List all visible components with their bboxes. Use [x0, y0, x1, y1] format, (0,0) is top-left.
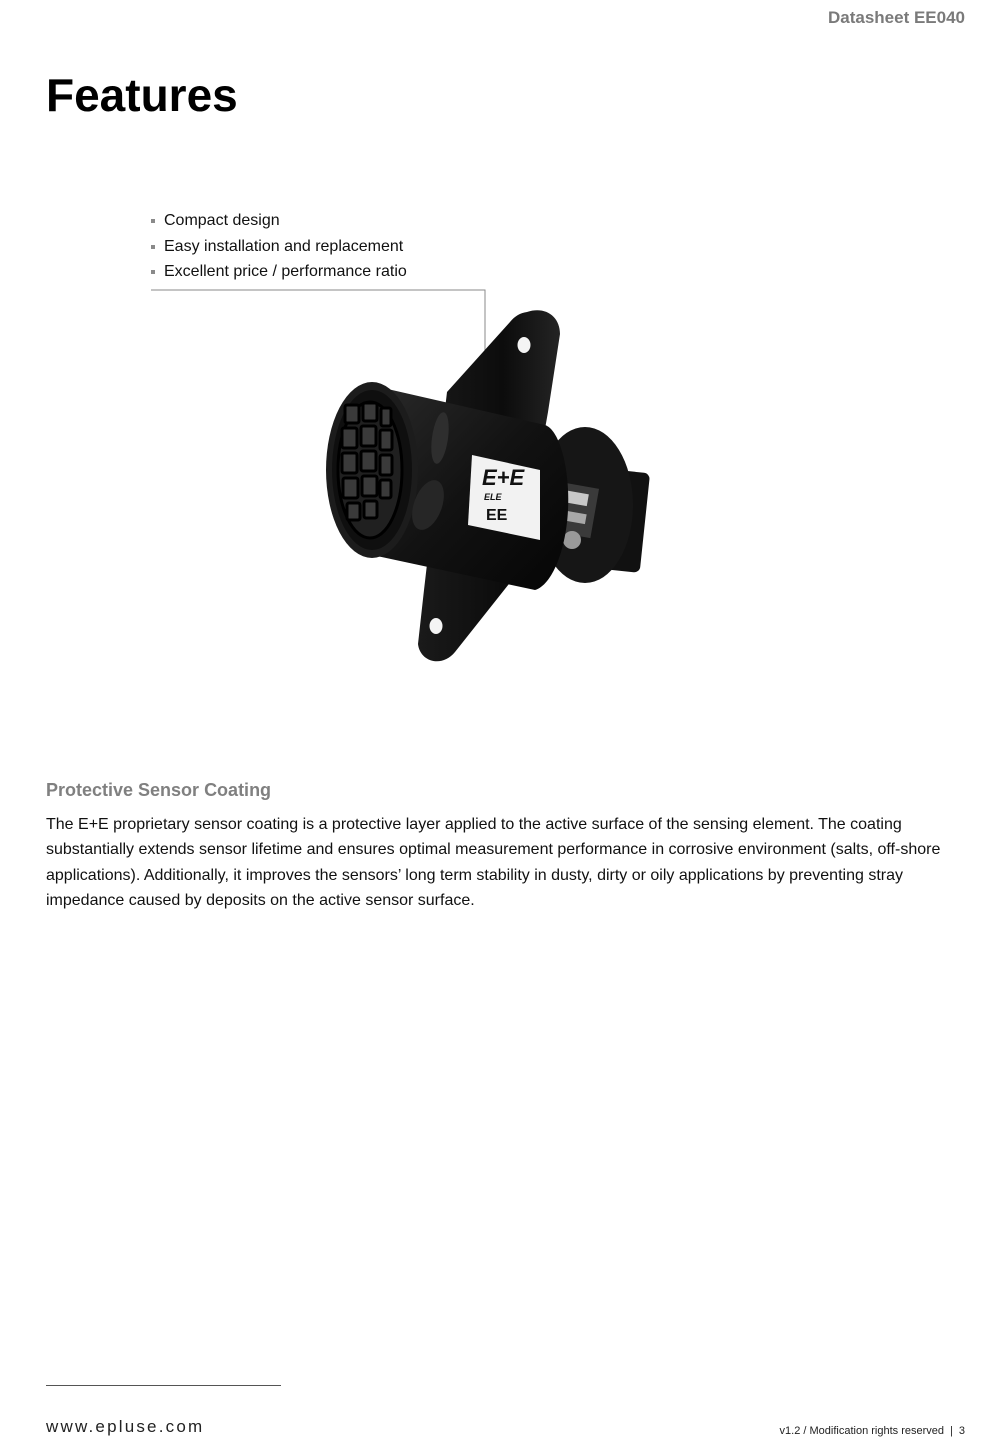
mounting-hole — [518, 337, 531, 353]
footer-divider — [46, 1385, 281, 1386]
bullet-square-icon — [151, 245, 155, 249]
version-text: v1.2 / Modification rights reserved — [779, 1425, 945, 1437]
header-doc-title: Datasheet EE040 — [827, 8, 965, 27]
page-number: 3 — [958, 1425, 965, 1437]
bullet-square-icon — [151, 219, 155, 223]
feature-text: Excellent price / performance ratio — [164, 263, 407, 280]
product-illustration — [0, 280, 1000, 700]
list-item — [151, 208, 407, 234]
list-item — [151, 234, 407, 260]
bullet-square-icon — [151, 270, 155, 274]
feature-text: Compact design — [164, 212, 280, 229]
label-model-text: EE — [486, 507, 508, 524]
feature-text: Easy installation and replacement — [164, 237, 404, 255]
footer-separator: | — [950, 1425, 953, 1437]
mounting-hole — [430, 618, 443, 634]
label-brand-text: E+E — [482, 465, 525, 490]
section-heading: Protective Sensor Coating — [46, 780, 272, 800]
section-body-text: The E+E proprietary sensor coating is a protective layer applied to the active surface of the sensing element. The coating substantially extends sensor lifetime and ensures optimal measurement performance in corrosive environment (salts, off-shore applications). Additionally, it improves the sensors’ long term stability in dusty, dirty or oily applications by preventing stray impedance caused by deposits on the active sensor surface. — [46, 816, 941, 909]
filter-grid — [338, 402, 402, 538]
footer-version-info — [780, 1425, 965, 1437]
label-sub-text: ELE — [484, 492, 502, 502]
feature-list — [151, 208, 407, 285]
page-title: Features — [46, 69, 238, 121]
footer-url: www.epluse.com — [46, 1417, 205, 1436]
